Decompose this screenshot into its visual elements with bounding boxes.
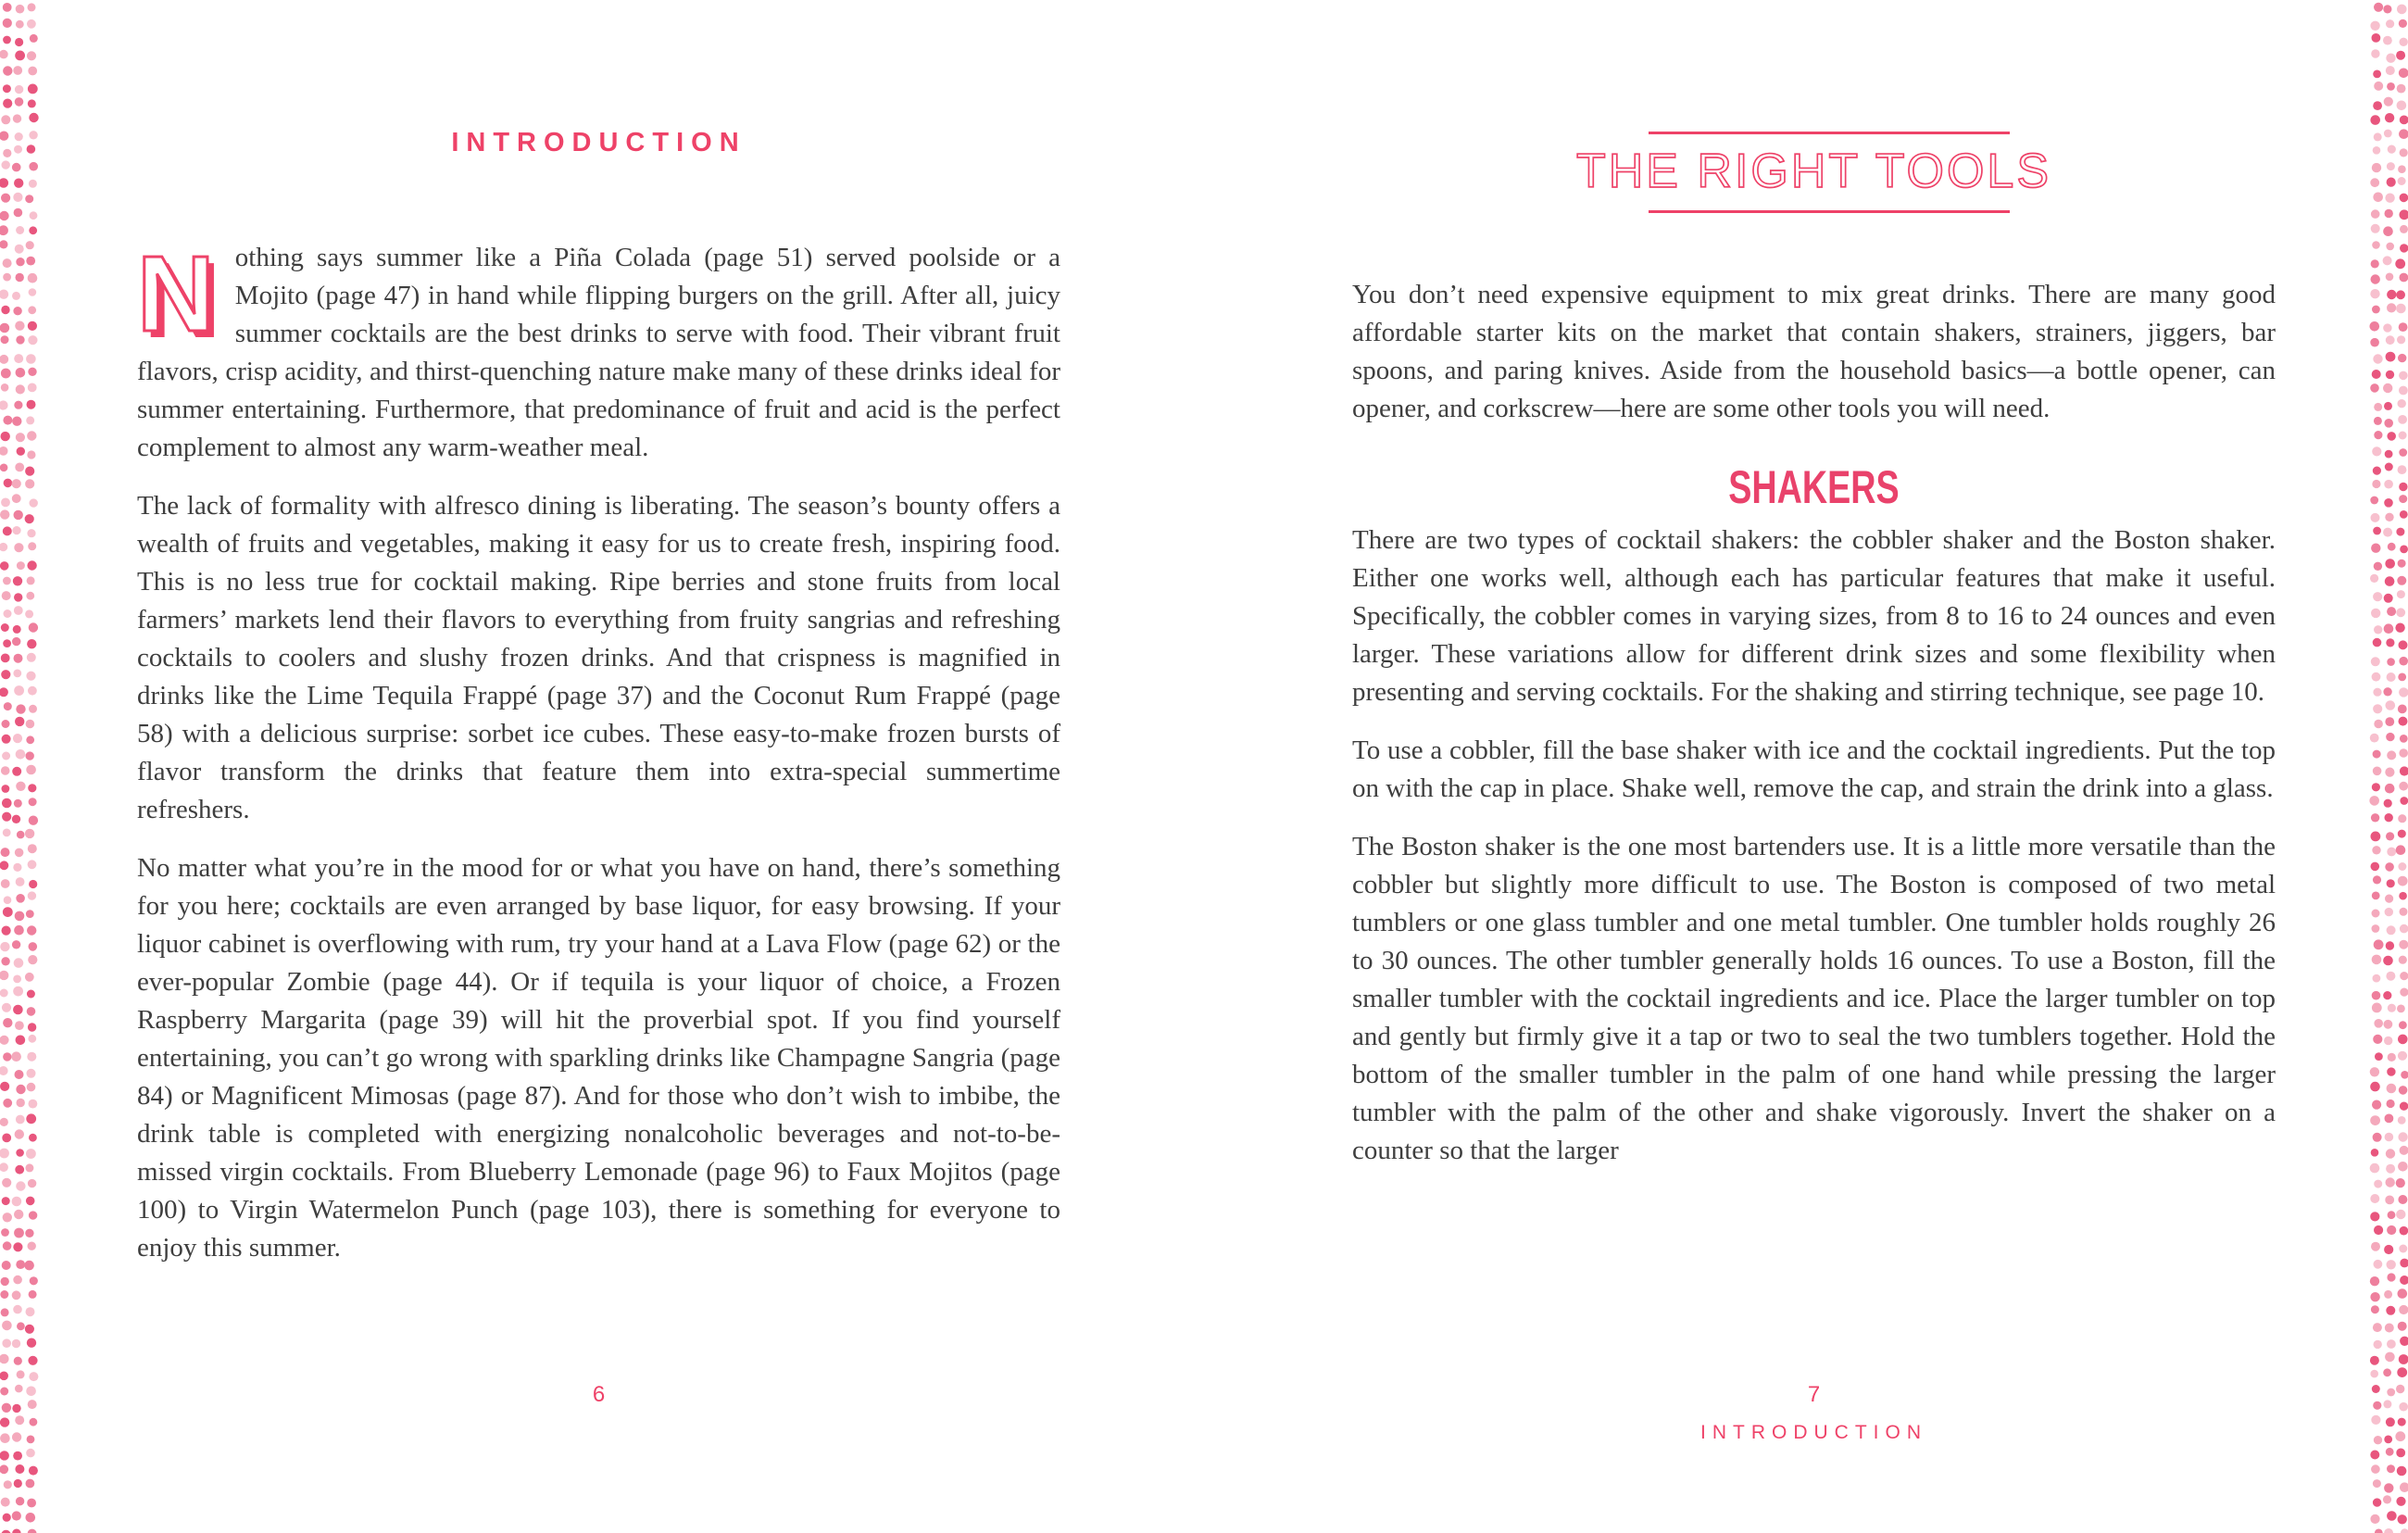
right-page-footer-chapter: INTRODUCTION bbox=[1700, 1422, 1927, 1443]
right-page-title: THE RIGHT TOOLS bbox=[1575, 145, 2052, 198]
left-page-number: 6 bbox=[592, 1382, 606, 1407]
paragraph: You don’t need expensive equipment to mix great drinks. There are many good affordable starter kits on the market that contain shakers, strainers, jiggers, bar spoons, and paring knives. Aside from the household basics—a bottle opener, can opener, and corkscrew—here are some other tools you will need. bbox=[1352, 280, 2276, 423]
paragraph: To use a cobbler, fill the base shaker with ice and the cocktail ingredients. Put the top on with the cap in place. Shake well, remove the cap, and strain the drink into a glass. bbox=[1352, 735, 2276, 803]
paragraph: There are two types of cocktail shakers: the cobbler shaker and the Boston shaker. Either one works well, although each has particular features that make it useful. Specifically, the cobbler comes in varying sizes, from 8 to 16 to 24 ounces and even larger. These variations allow for different drink sizes and some flexibility when presenting and serving cocktails. For the shaking and stirring technique, see page 10. bbox=[1352, 525, 2276, 707]
title-rule-top bbox=[1649, 132, 2010, 134]
paragraph: The Boston shaker is the one most bartenders use. It is a little more versatile than the cobbler but slightly more difficult to use. The Boston is composed of two metal tumblers or one glass tumbler and one metal tumbler. One tumbler holds roughly 26 to 30 ounces. The other tumbler generally holds 16 ounces. To use a Boston, fill the smaller tumbler with the cocktail ingredients and ice. Place the larger tumbler on top and gently but firmly give it a tap or two to seal the two tumblers together. Hold the bottom of the smaller tumbler in the palm of one hand while pressing the larger tumbler with the palm of the other and shake vigorously. Invert the shaker on a counter so that the larger bbox=[1352, 832, 2276, 1165]
right-page-number: 7 bbox=[1807, 1382, 1821, 1407]
right-page-title-block bbox=[1352, 132, 2276, 213]
paragraph bbox=[137, 233, 1060, 467]
left-page-body bbox=[137, 233, 1060, 1267]
shakers-section-heading: SHAKERS bbox=[1728, 460, 1900, 514]
paragraph-text: othing says summer like a Piña Colada (page 51) served poolside or a Mojito (page 47) in hand while flipping burgers on the grill. After all, juicy summer cocktails are the best drinks to serve with food. Their vibrant fruit flavors, crisp acidity, and thirst-quenching nature make many of these drinks ideal for summer entertaining. Furthermore, that predominance of fruit and acid is the perfect complement to almost any warm-weather meal. bbox=[137, 243, 1060, 462]
paragraph: The lack of formality with alfresco dining is liberating. The season’s bounty offers a wealth of fruits and vegetables, making it easy for us to create fresh, inspiring food. This is no less true for cocktail making. Ripe berries and stone fruits from local farmers’ markets lend their flavors to everything from fruity sangrias and refreshing cocktails to coolers and slushy frozen drinks. And that crispness is magnified in drinks like the Lime Tequila Frappé (page 37) and the Coconut Rum Frappé (page 58) with a delicious surprise: sorbet ice cubes. These easy-to-make frozen bursts of flavor transform the drinks that feature them into extra-special summertime refreshers. bbox=[137, 491, 1060, 824]
paragraph: No matter what you’re in the mood for or what you have on hand, there’s something for you here; cocktails are even arranged by base liquor, for easy browsing. If your liquor cabinet is overflowing with rum, try your hand at a Lava Flow (page 62) or the ever-popular Zombie (page 44). Or if tequila is your liquor of choice, a Frozen Raspberry Margarita (page 39) will hit the proverbial spot. If you find yourself entertaining, you can’t go wrong with sparkling drinks like Champagne Sangria (page 84) or Magnificent Mimosas (page 87). And for those who don’t wish to imbibe, the drink table is completed with energizing nonalcoholic beverages and not-to-be-missed virgin cocktails. From Blueberry Lemonade (page 96) to Faux Mojitos (page 100) to Virgin Watermelon Punch (page 103), there is something for everyone to enjoy this summer. bbox=[137, 853, 1060, 1263]
right-page-body bbox=[1352, 276, 2276, 1170]
title-rule-bottom bbox=[1649, 210, 2010, 213]
dropcap-letter: N bbox=[137, 233, 215, 354]
left-page-title: INTRODUCTION bbox=[451, 128, 746, 157]
